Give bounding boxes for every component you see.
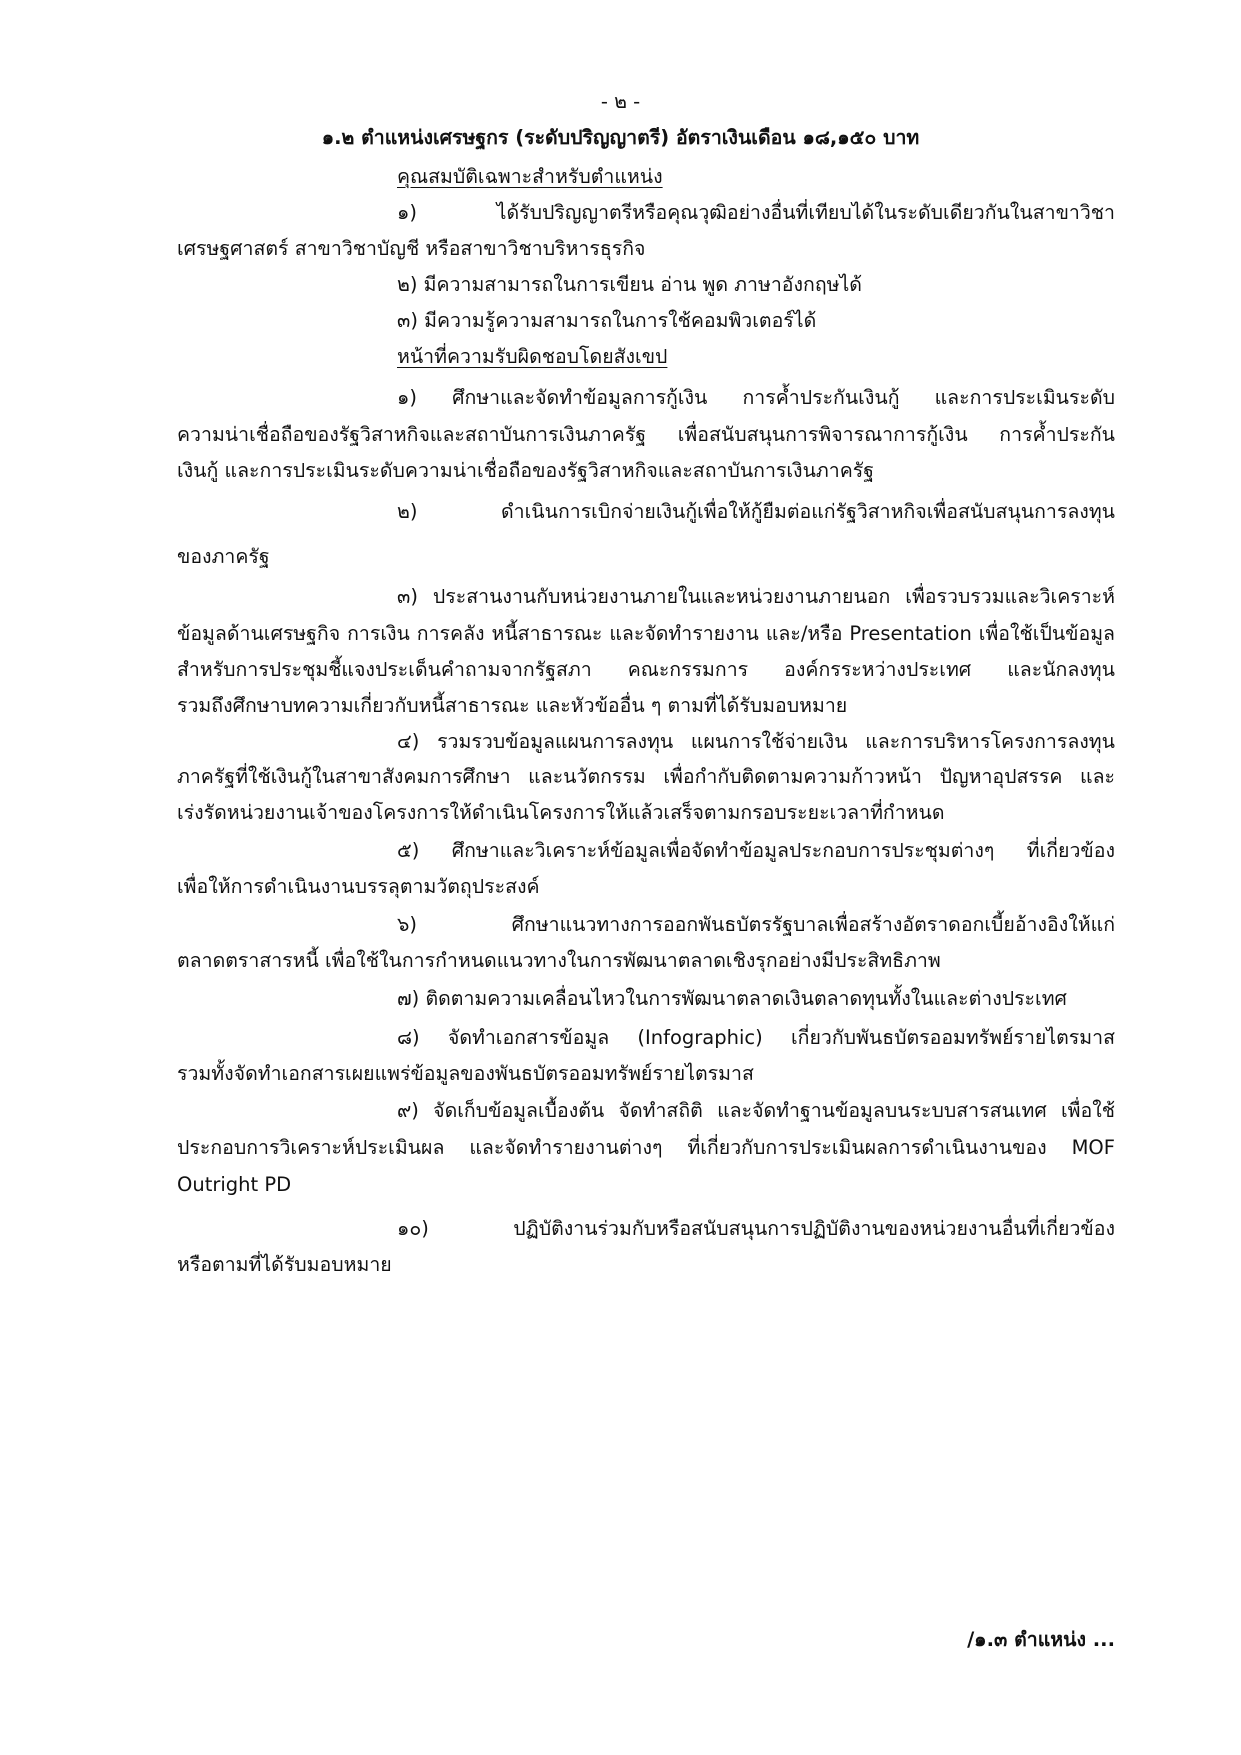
duty-item-4-cont: เร่งรัดหน่วยงานเจ้าของโครงการให้ดำเนินโครงการให้แล้วเสร็จตามกรอบระยะเวลาที่กำหนด: [177, 801, 945, 824]
page-number: - ๒ -: [600, 90, 641, 113]
duty-item-2: ๒) ดำเนินการเบิกจ่ายเงินกู้เพื่อให้กู้ยืมต่อแก่รัฐวิสาหกิจเพื่อสนับสนุนการลงทุน: [397, 500, 1115, 523]
duty-item-3: ๓) ประสานงานกับหน่วยงานภายในและหน่วยงานภายนอก เพื่อรวบรวมและวิเคราะห์: [397, 585, 1115, 608]
duty-item-1-cont: ความน่าเชื่อถือของรัฐวิสาหกิจและสถาบันการเงินภาครัฐ เพื่อสนับสนุนการพิจารณาการกู้เงิน การค้ำประกัน: [177, 423, 1115, 446]
duties-title: หน้าที่ความรับผิดชอบโดยสังเขป: [397, 345, 668, 368]
duty-item-7: ๗) ติดตามความเคลื่อนไหวในการพัฒนาตลาดเงินตลาดทุนทั้งในและต่างประเทศ: [397, 987, 1067, 1010]
duty-item-8-cont: รวมทั้งจัดทำเอกสารเผยแพร่ข้อมูลของพันธบัตรออมทรัพย์รายไตรมาส: [177, 1062, 754, 1085]
qual-item-2: ๒) มีความสามารถในการเขียน อ่าน พูด ภาษาอังกฤษได้: [397, 273, 862, 296]
duty-item-8: ๘) จัดทำเอกสารข้อมูล (Infographic) เกี่ยวกับพันธบัตรออมทรัพย์รายไตรมาส: [397, 1026, 1115, 1049]
duty-item-5-cont: เพื่อให้การดำเนินงานบรรลุตามวัตถุประสงค์: [177, 875, 540, 898]
duty-item-10-cont: หรือตามที่ได้รับมอบหมาย: [177, 1253, 392, 1276]
duty-item-1: ๑) ศึกษาและจัดทำข้อมูลการกู้เงิน การค้ำประกันเงินกู้ และการประเมินระดับ: [397, 386, 1115, 409]
duty-item-4: ๔) รวมรวบข้อมูลแผนการลงทุน แผนการใช้จ่ายเงิน และการบริหารโครงการลงทุน: [397, 730, 1115, 753]
qualifications-title: คุณสมบัติเฉพาะสำหรับตำแหน่ง: [397, 165, 663, 188]
qual-item-3: ๓) มีความรู้ความสามารถในการใช้คอมพิวเตอร์ได้: [397, 309, 817, 332]
duty-item-9-cont: Outright PD: [177, 1173, 292, 1196]
duty-item-9-cont: ประกอบการวิเคราะห์ประเมินผล และจัดทำรายงานต่างๆ ที่เกี่ยวกับการประเมินผลการดำเนินงานของ MOF: [177, 1136, 1115, 1159]
duty-item-4-cont: ภาครัฐที่ใช้เงินกู้ในสาขาสังคมการศึกษา และนวัตกรรม เพื่อกำกับติดตามความก้าวหน้า ปัญหาอุปสรรค และ: [177, 765, 1115, 788]
duty-item-3-cont: สำหรับการประชุมชี้แจงประเด็นคำถามจากรัฐสภา คณะกรรมการ องค์กรระหว่างประเทศ และนักลงทุน: [177, 658, 1115, 681]
duty-item-3-cont: รวมถึงศึกษาบทความเกี่ยวกับหนี้สาธารณะ และหัวข้ออื่น ๆ ตามที่ได้รับมอบหมาย: [177, 694, 848, 717]
section-heading: ๑.๒ ตำแหน่งเศรษฐกร (ระดับปริญญาตรี) อัตราเงินเดือน ๑๘,๑๕๐ บาท: [321, 126, 920, 149]
qual-item-1: ๑) ได้รับปริญญาตรีหรือคุณวุฒิอย่างอื่นที่เทียบได้ในระดับเดียวกันในสาขาวิชา: [397, 201, 1115, 224]
duty-item-2-cont: ของภาครัฐ: [177, 545, 270, 568]
duty-item-1-cont: เงินกู้ และการประเมินระดับความน่าเชื่อถือของรัฐวิสาหกิจและสถาบันการเงินภาครัฐ: [177, 459, 874, 482]
duty-item-6-cont: ตลาดตราสารหนี้ เพื่อใช้ในการกำหนดแนวทางในการพัฒนาตลาดเชิงรุกอย่างมีประสิทธิภาพ: [177, 949, 941, 972]
continuation-footer: /๑.๓ ตำแหน่ง ...: [967, 1628, 1115, 1651]
duty-item-9: ๙) จัดเก็บข้อมูลเบื้องต้น จัดทำสถิติ และจัดทำฐานข้อมูลบนระบบสารสนเทศ เพื่อใช้: [397, 1099, 1115, 1122]
duty-item-3-cont: ข้อมูลด้านเศรษฐกิจ การเงิน การคลัง หนี้สาธารณะ และจัดทำรายงาน และ/หรือ Presentation เพื่อใช้เป็นข้อมูล: [177, 622, 1115, 645]
duty-item-10: ๑๐) ปฏิบัติงานร่วมกับหรือสนับสนุนการปฏิบัติงานของหน่วยงานอื่นที่เกี่ยวข้อง: [397, 1217, 1115, 1240]
duty-item-5: ๕) ศึกษาและวิเคราะห์ข้อมูลเพื่อจัดทำข้อมูลประกอบการประชุมต่างๆ ที่เกี่ยวข้อง: [397, 839, 1115, 862]
qual-item-1-cont: เศรษฐศาสตร์ สาขาวิชาบัญชี หรือสาขาวิชาบริหารธุรกิจ: [177, 237, 646, 260]
duty-item-6: ๖) ศึกษาแนวทางการออกพันธบัตรรัฐบาลเพื่อสร้างอัตราดอกเบี้ยอ้างอิงให้แก่: [397, 913, 1115, 936]
